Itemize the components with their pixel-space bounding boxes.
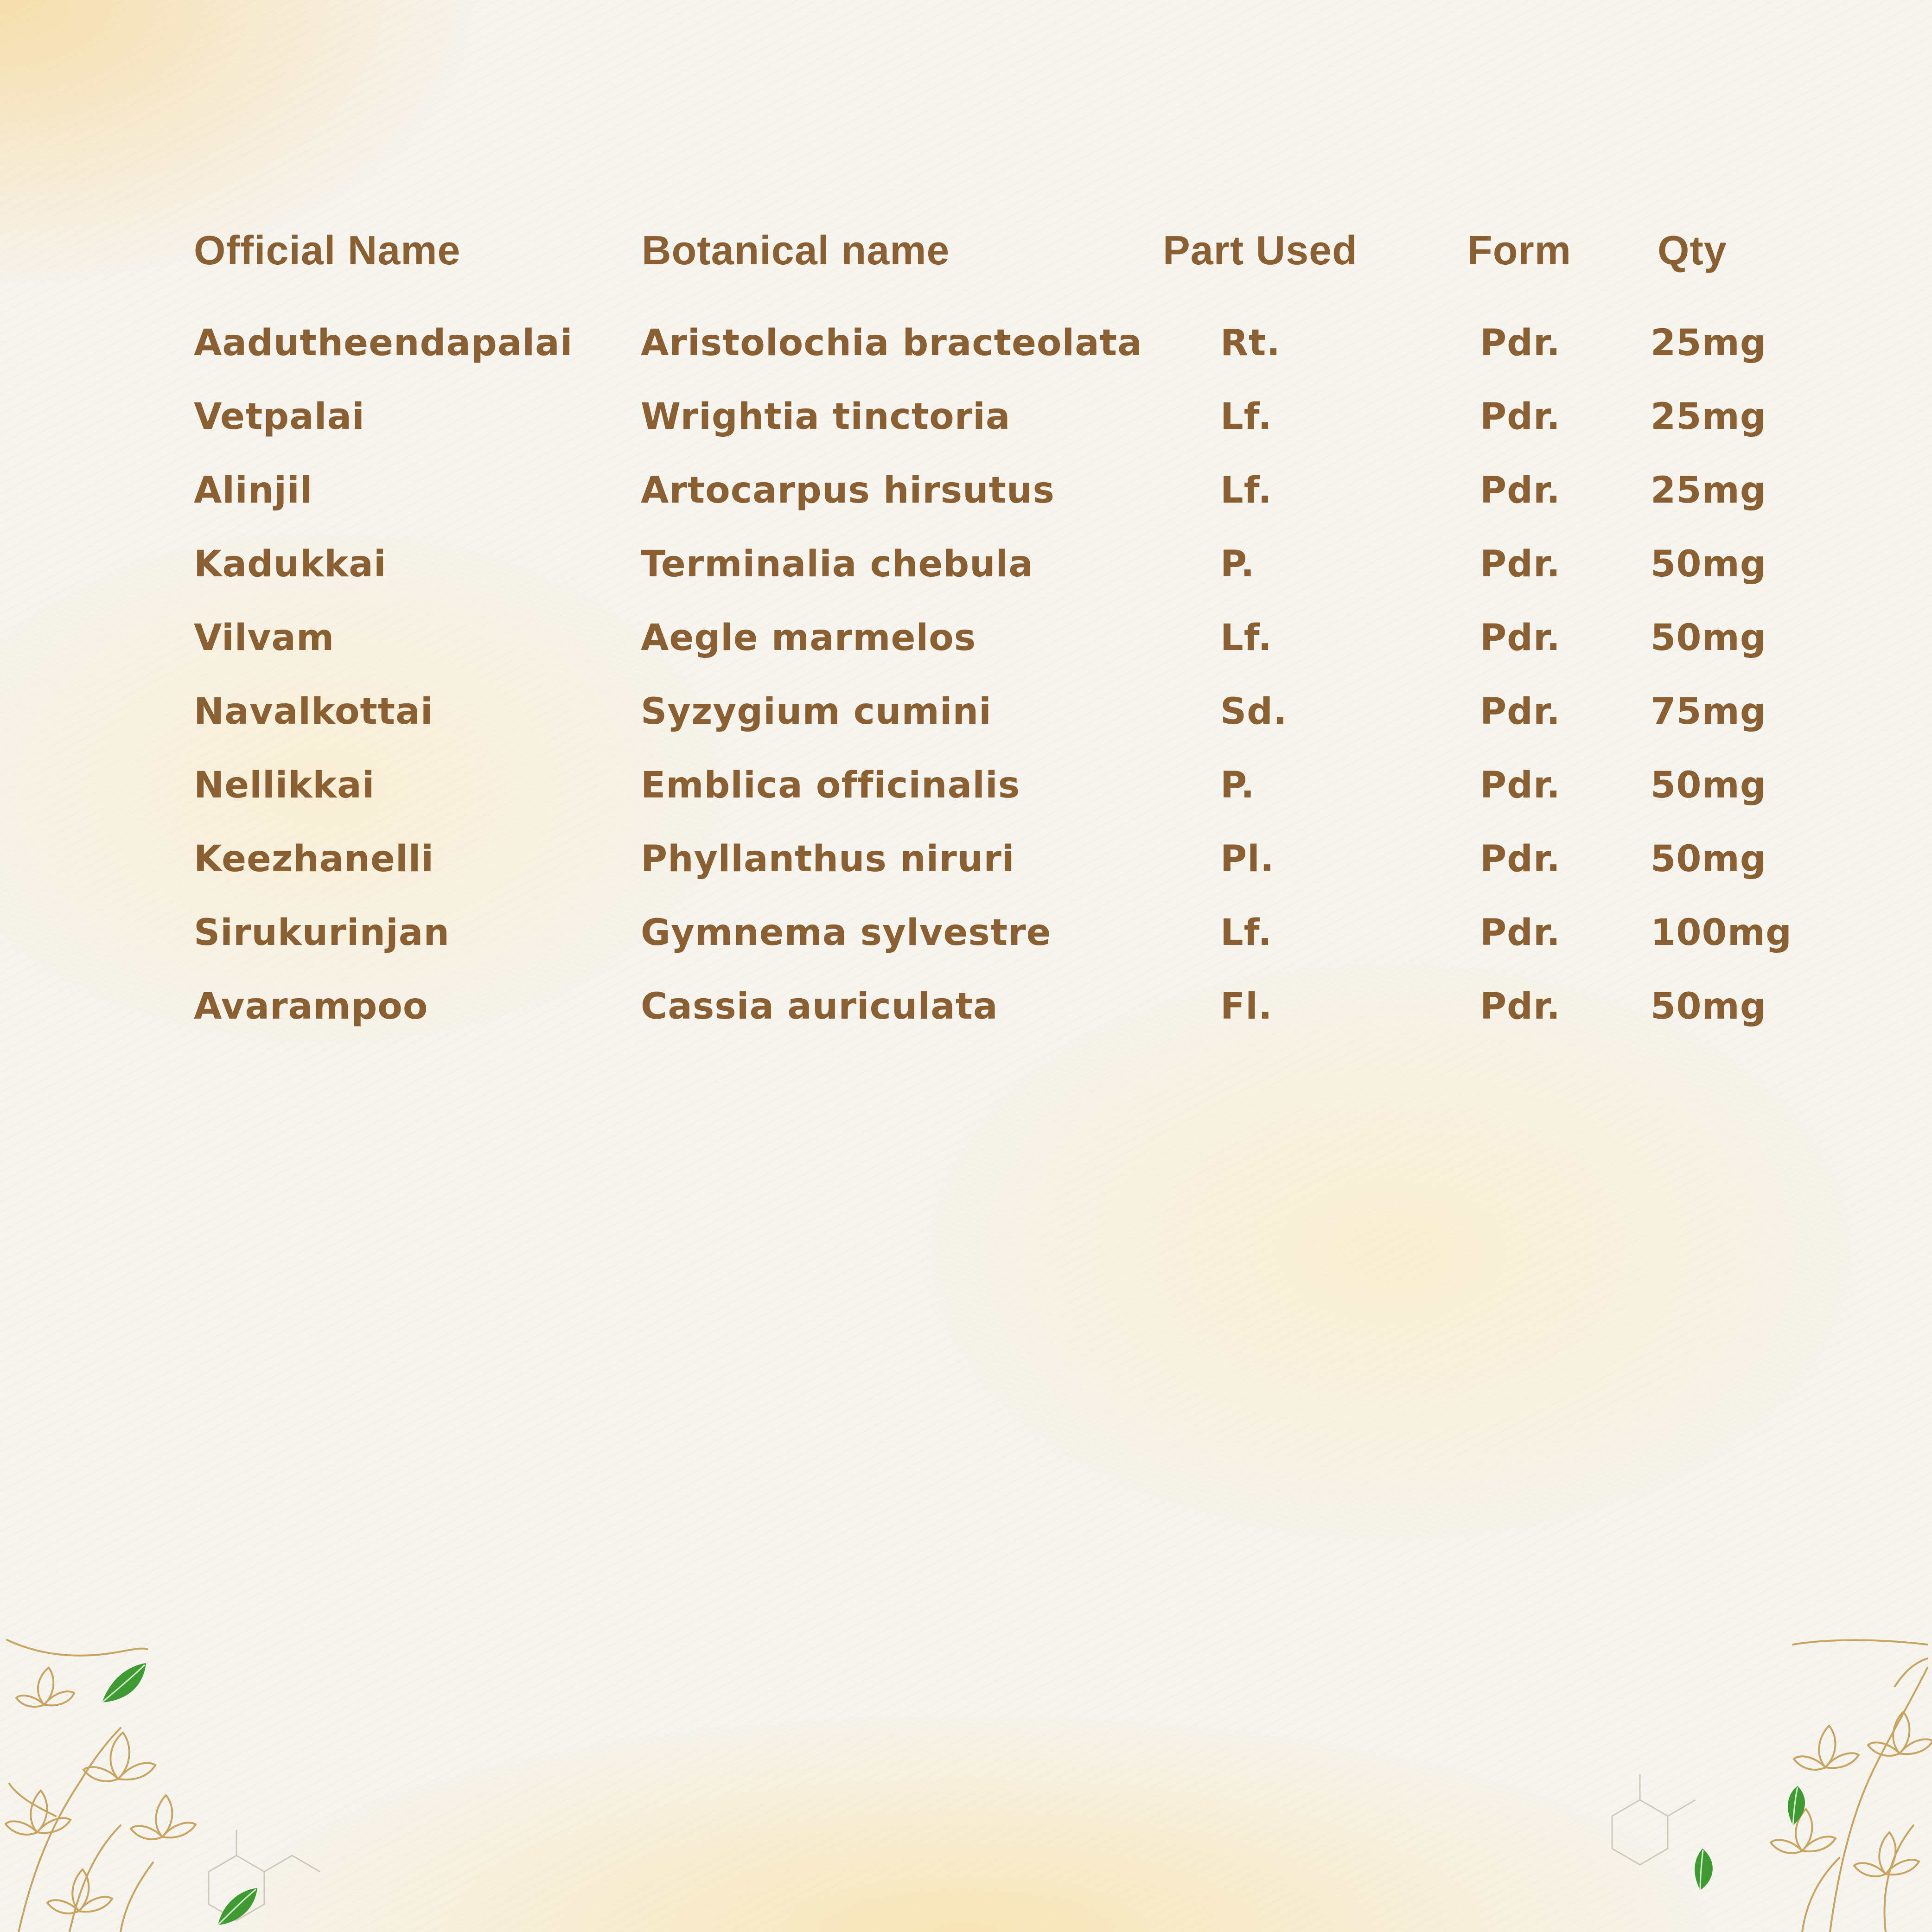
cell-form: Pdr. xyxy=(1480,617,1561,659)
cell-form: Pdr. xyxy=(1480,838,1561,880)
cell-part-used: Pl. xyxy=(1220,838,1275,880)
cell-official-name: Sirukurinjan xyxy=(194,912,450,954)
cell-official-name: Nellikkai xyxy=(194,765,375,806)
cell-botanical-name: Wrightia tinctoria xyxy=(641,396,1011,438)
cell-qty: 50mg xyxy=(1651,543,1766,585)
cell-part-used: P. xyxy=(1220,765,1255,806)
floral-decoration-right xyxy=(1607,1631,1932,1932)
cell-qty: 50mg xyxy=(1651,765,1766,806)
cell-official-name: Navalkottai xyxy=(194,691,434,733)
cell-qty: 100mg xyxy=(1651,912,1792,954)
cell-qty: 25mg xyxy=(1651,396,1766,438)
cell-botanical-name: Artocarpus hirsutus xyxy=(641,470,1055,511)
cell-form: Pdr. xyxy=(1480,912,1561,954)
header-form: Form xyxy=(1467,227,1571,273)
cell-form: Pdr. xyxy=(1480,322,1561,364)
cell-qty: 75mg xyxy=(1651,691,1766,733)
header-botanical-name: Botanical name xyxy=(642,227,950,273)
cell-form: Pdr. xyxy=(1480,691,1561,733)
header-official-name: Official Name xyxy=(194,227,461,273)
cell-official-name: Aadutheendapalai xyxy=(194,322,573,364)
cell-part-used: Lf. xyxy=(1220,396,1273,438)
cell-botanical-name: Aegle marmelos xyxy=(641,617,976,659)
cell-qty: 25mg xyxy=(1651,322,1766,364)
cell-part-used: P. xyxy=(1220,543,1255,585)
header-qty: Qty xyxy=(1658,227,1727,273)
cell-qty: 50mg xyxy=(1651,986,1766,1027)
cell-qty: 50mg xyxy=(1651,838,1766,880)
cell-part-used: Rt. xyxy=(1220,322,1281,364)
cell-official-name: Alinjil xyxy=(194,470,313,511)
cell-official-name: Keezhanelli xyxy=(194,838,434,880)
cell-botanical-name: Aristolochia bracteolata xyxy=(641,322,1142,364)
leaf-icon xyxy=(102,1663,146,1702)
header-part-used: Part Used xyxy=(1163,227,1358,273)
floral-decoration-left xyxy=(0,1631,352,1932)
cell-form: Pdr. xyxy=(1480,543,1561,585)
cell-botanical-name: Syzygium cumini xyxy=(641,691,992,733)
cell-form: Pdr. xyxy=(1480,396,1561,438)
cell-part-used: Sd. xyxy=(1220,691,1288,733)
cell-qty: 50mg xyxy=(1651,617,1766,659)
cell-botanical-name: Gymnema sylvestre xyxy=(641,912,1052,954)
cell-official-name: Kadukkai xyxy=(194,543,387,585)
cell-official-name: Avarampoo xyxy=(194,986,428,1027)
leaf-icon xyxy=(1695,1849,1713,1890)
cell-part-used: Lf. xyxy=(1220,912,1273,954)
cell-part-used: Fl. xyxy=(1220,986,1273,1027)
leaf-icon xyxy=(1788,1786,1805,1825)
cell-part-used: Lf. xyxy=(1220,470,1273,511)
cell-official-name: Vetpalai xyxy=(194,396,365,438)
cell-part-used: Lf. xyxy=(1220,617,1273,659)
cell-official-name: Vilvam xyxy=(194,617,335,659)
cell-botanical-name: Phyllanthus niruri xyxy=(641,838,1015,880)
cell-botanical-name: Emblica officinalis xyxy=(641,765,1020,806)
cell-botanical-name: Cassia auriculata xyxy=(641,986,998,1027)
cell-form: Pdr. xyxy=(1480,765,1561,806)
cell-form: Pdr. xyxy=(1480,986,1561,1027)
cell-botanical-name: Terminalia chebula xyxy=(641,543,1034,585)
cell-form: Pdr. xyxy=(1480,470,1561,511)
cell-qty: 25mg xyxy=(1651,470,1766,511)
